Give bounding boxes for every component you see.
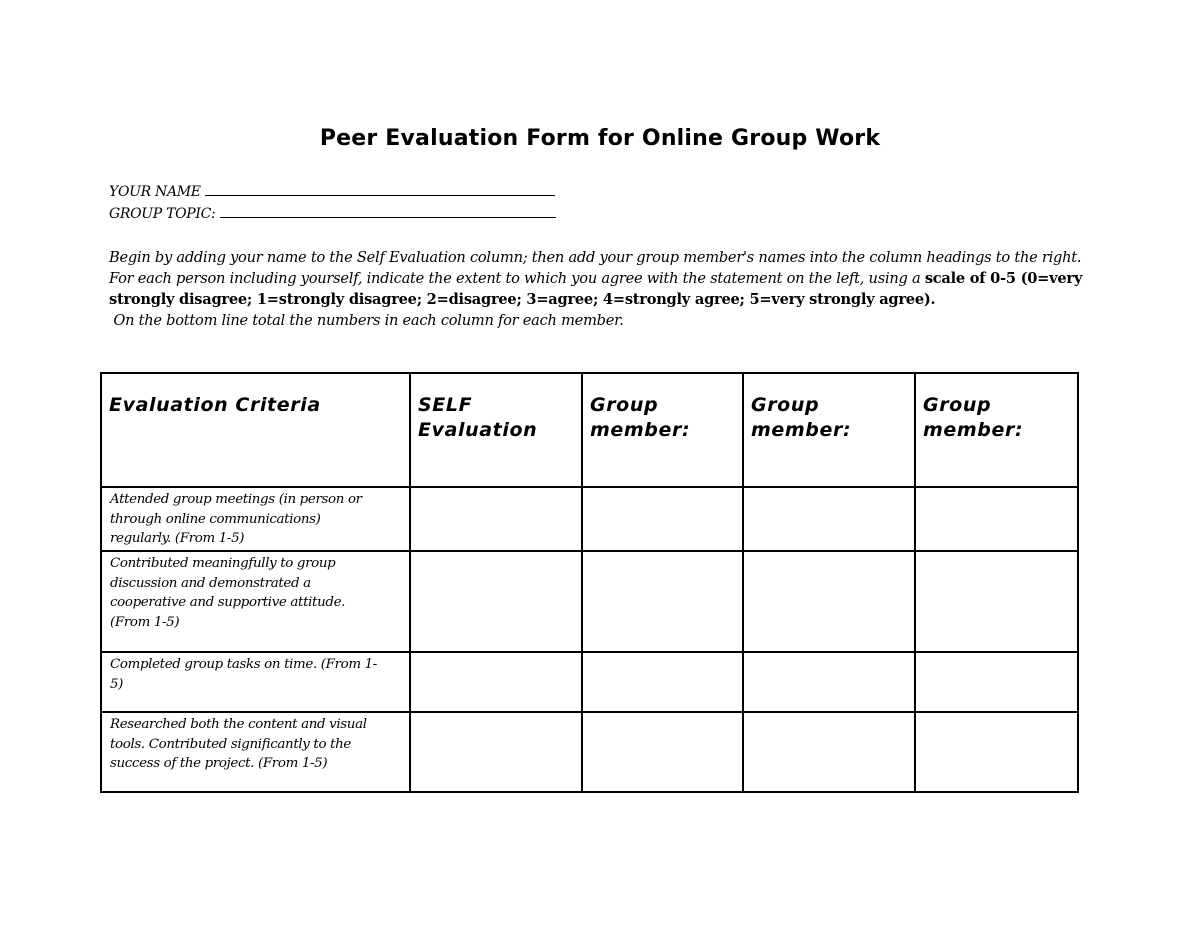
score-cell-member-3[interactable] xyxy=(915,551,1078,652)
score-cell-member-3[interactable] xyxy=(915,487,1078,551)
score-cell-member-1[interactable] xyxy=(582,652,743,712)
evaluation-table xyxy=(100,372,1079,793)
header-group-member-3[interactable]: Group member: xyxy=(915,373,1078,487)
instructions-line-1: Begin by adding your name to the Self Evaluation column; then add your group member's names into the column headings to the right. xyxy=(109,249,1082,266)
group-topic-label: GROUP TOPIC: xyxy=(109,206,216,222)
score-cell-member-1[interactable] xyxy=(582,551,743,652)
header-evaluation-criteria: Evaluation Criteria xyxy=(101,373,410,487)
header-self-evaluation[interactable]: SELF Evaluation xyxy=(410,373,582,487)
table-row xyxy=(101,652,1078,712)
instructions xyxy=(109,247,1084,331)
score-cell-member-2[interactable] xyxy=(743,652,915,712)
score-cell-member-3[interactable] xyxy=(915,712,1078,792)
score-cell-member-1[interactable] xyxy=(582,487,743,551)
instructions-line-2 xyxy=(109,268,1084,310)
group-topic-field[interactable] xyxy=(109,205,556,222)
scale-description: scale of 0-5 (0=very strongly disagree; 1=strongly disagree; 2=disagree; 3=agree; 4=strongly agree; 5=very strongly agree). xyxy=(109,270,1083,308)
criterion-cell: Contributed meaningfully to group discussion and demonstrated a cooperative and supportive attitude. (From 1-5) xyxy=(101,551,410,652)
score-cell-member-2[interactable] xyxy=(743,487,915,551)
table-row xyxy=(101,487,1078,551)
header-group-member-1[interactable]: Group member: xyxy=(582,373,743,487)
score-cell-self[interactable] xyxy=(410,712,582,792)
your-name-blank[interactable] xyxy=(205,183,555,196)
score-cell-self[interactable] xyxy=(410,652,582,712)
header-row xyxy=(101,373,1078,487)
table-row xyxy=(101,712,1078,792)
instructions-line-3: On the bottom line total the numbers in each column for each member. xyxy=(109,312,624,329)
score-cell-member-1[interactable] xyxy=(582,712,743,792)
table-row xyxy=(101,551,1078,652)
criterion-cell: Completed group tasks on time. (From 1-5) xyxy=(101,652,410,712)
score-cell-member-3[interactable] xyxy=(915,652,1078,712)
score-cell-self[interactable] xyxy=(410,487,582,551)
your-name-field[interactable] xyxy=(109,183,555,200)
header-group-member-2[interactable]: Group member: xyxy=(743,373,915,487)
score-cell-member-2[interactable] xyxy=(743,551,915,652)
form-title: Peer Evaluation Form for Online Group Work xyxy=(319,126,881,151)
score-cell-self[interactable] xyxy=(410,551,582,652)
score-cell-member-2[interactable] xyxy=(743,712,915,792)
instructions-line-2-text: For each person including yourself, indicate the extent to which you agree with the statement on the left, using a xyxy=(109,270,925,287)
your-name-label: YOUR NAME xyxy=(109,184,201,200)
criterion-cell: Researched both the content and visual tools. Contributed significantly to the success of the project. (From 1-5) xyxy=(101,712,410,792)
criterion-cell: Attended group meetings (in person or through online communications) regularly. (From 1-5) xyxy=(101,487,410,551)
group-topic-blank[interactable] xyxy=(220,205,556,218)
